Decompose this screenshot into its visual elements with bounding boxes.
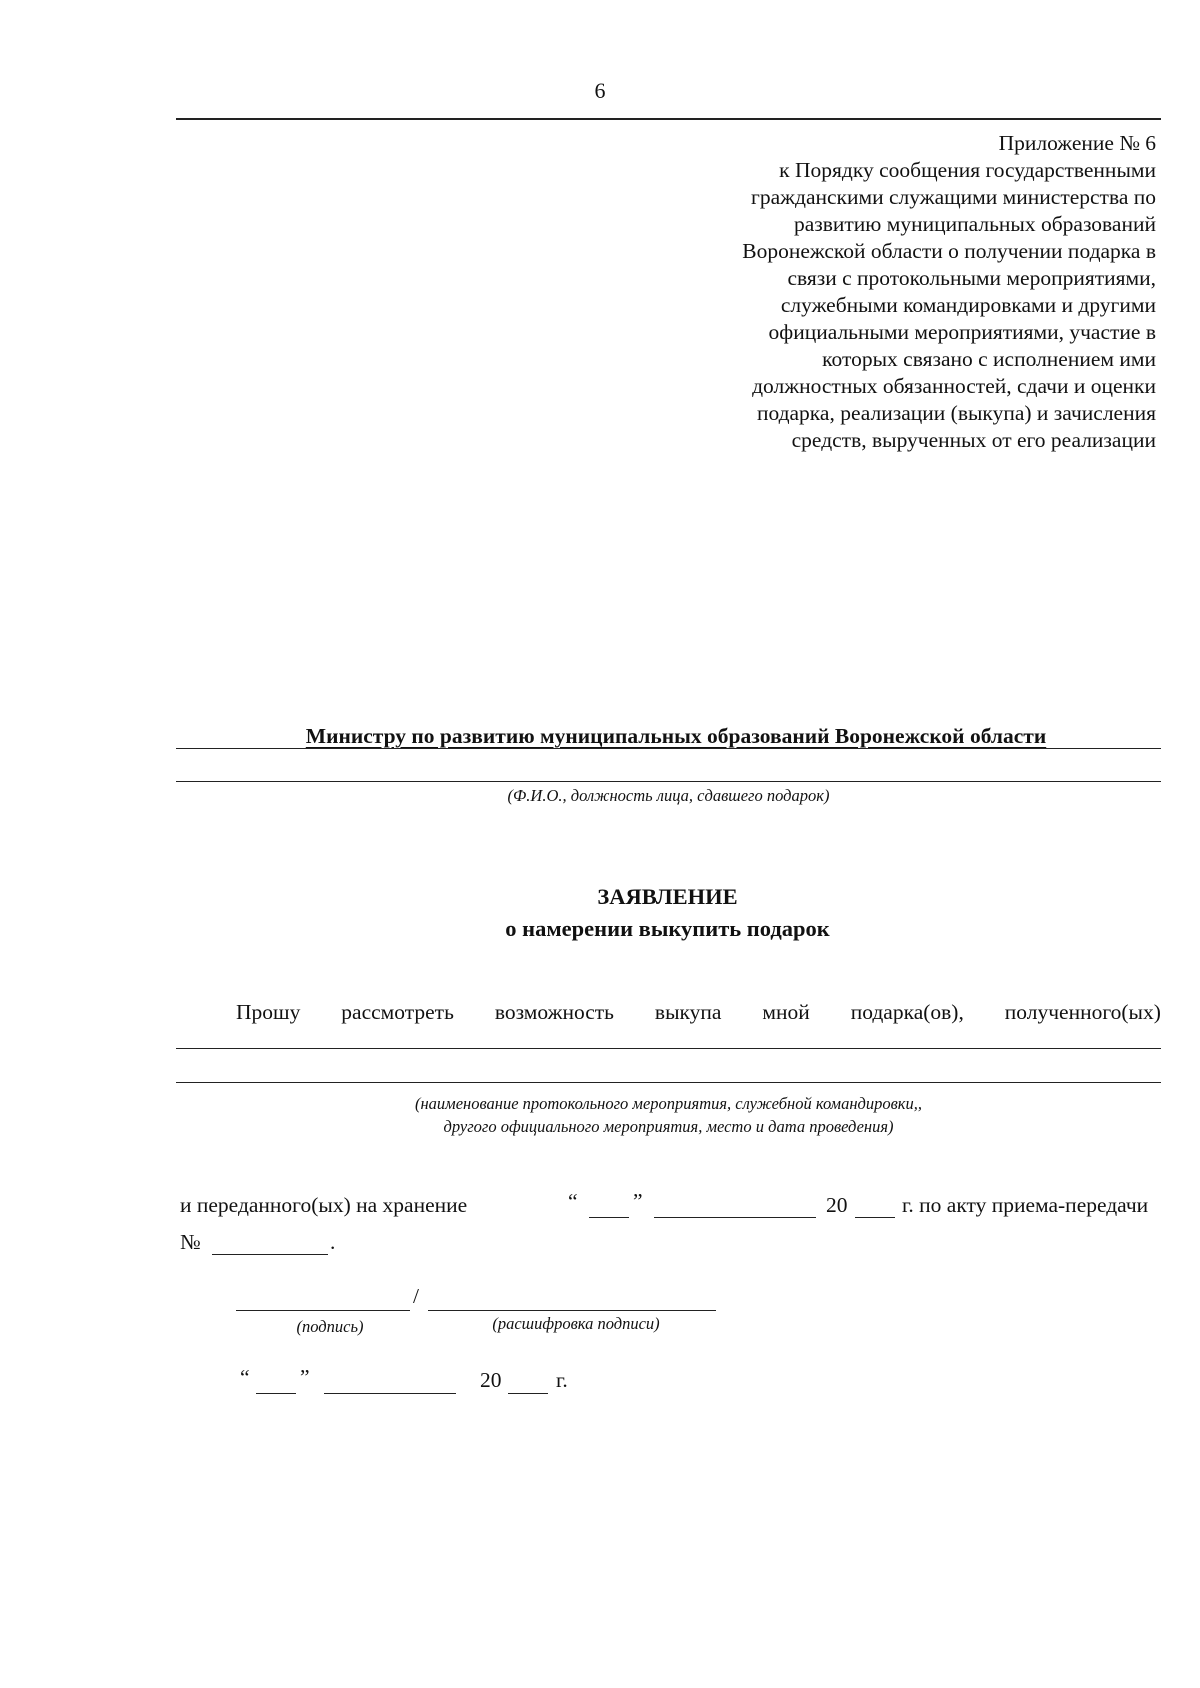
signature-separator: / (413, 1284, 419, 1308)
appendix-line: гражданскими служащими министерства по (751, 185, 1156, 209)
storage-text: и переданного(ых) на хранение (180, 1193, 468, 1217)
day-field[interactable] (589, 1197, 629, 1218)
appendix-line: служебными командировками и другими (780, 293, 1156, 317)
page-number: 6 (594, 78, 606, 103)
date-close-quote: ” (300, 1365, 310, 1389)
request-word: мной (762, 1000, 810, 1024)
request-text (236, 1000, 1161, 1025)
month-field[interactable] (654, 1197, 816, 1218)
year-prefix: 20 (826, 1193, 848, 1217)
number-end-dot: . (330, 1230, 336, 1254)
year-field[interactable] (855, 1197, 895, 1218)
request-word: возможность (494, 1000, 614, 1024)
event-field-line-1 (176, 1048, 1161, 1049)
applicant-caption: (Ф.И.О., должность лица, сдавшего подарок) (507, 786, 830, 805)
close-quote: ” (633, 1189, 643, 1213)
appendix-line: развитию муниципальных образований (793, 212, 1156, 236)
addressee-block (246, 724, 1106, 749)
open-quote: “ (568, 1189, 578, 1213)
request-word: подарка(ов), (850, 1000, 964, 1024)
date-open-quote: “ (240, 1365, 250, 1389)
appendix-line: средств, вырученных от его реализации (791, 428, 1156, 452)
signature-caption: (подпись) (296, 1317, 364, 1336)
addressee-underline (176, 748, 1161, 749)
date-suffix: г. (556, 1368, 568, 1392)
number-sign: № (180, 1230, 201, 1254)
request-word: рассмотреть (341, 1000, 454, 1024)
appendix-line: Воронежской области о получении подарка в (742, 239, 1156, 263)
header-rule (176, 118, 1161, 120)
date-year-prefix: 20 (480, 1368, 502, 1392)
appendix-line: к Порядку сообщения государственными (779, 158, 1156, 182)
appendix-block (636, 130, 1156, 454)
appendix-line: официальными мероприятиями, участие в (768, 320, 1156, 344)
applicant-field-line (176, 781, 1161, 782)
date-day-field[interactable] (256, 1373, 296, 1394)
act-text: г. по акту приема-передачи (902, 1193, 1149, 1217)
request-word: Прошу (236, 1000, 301, 1024)
document-title: ЗАЯВЛЕНИЕ (597, 884, 738, 909)
appendix-line: связи с протокольными мероприятиями, (787, 266, 1156, 290)
document-subtitle: о намерении выкупить подарок (505, 916, 830, 941)
decoding-caption: (расшифровка подписи) (492, 1314, 660, 1333)
appendix-line: которых связано с исполнением ими (822, 347, 1156, 371)
date-month-field[interactable] (324, 1373, 456, 1394)
request-word: выкупа (654, 1000, 722, 1024)
event-caption-line-2: другого официального мероприятия, место и дата проведения) (443, 1117, 894, 1136)
appendix-line: подарка, реализации (выкупа) и зачисления (756, 401, 1156, 425)
addressee: Министру по развитию муниципальных образований Воронежской области (305, 724, 1047, 748)
request-word: полученного(ых) (1004, 1000, 1161, 1024)
date-year-field[interactable] (508, 1373, 548, 1394)
signature-field[interactable] (236, 1290, 410, 1311)
act-number-field[interactable] (212, 1234, 328, 1255)
appendix-line: должностных обязанностей, сдачи и оценки (752, 374, 1156, 398)
event-field-line-2 (176, 1082, 1161, 1083)
signature-decoding-field[interactable] (428, 1290, 716, 1311)
appendix-title: Приложение № 6 (998, 131, 1156, 155)
event-caption-line-1: (наименование протокольного мероприятия, служебной командировки,, (414, 1094, 923, 1113)
